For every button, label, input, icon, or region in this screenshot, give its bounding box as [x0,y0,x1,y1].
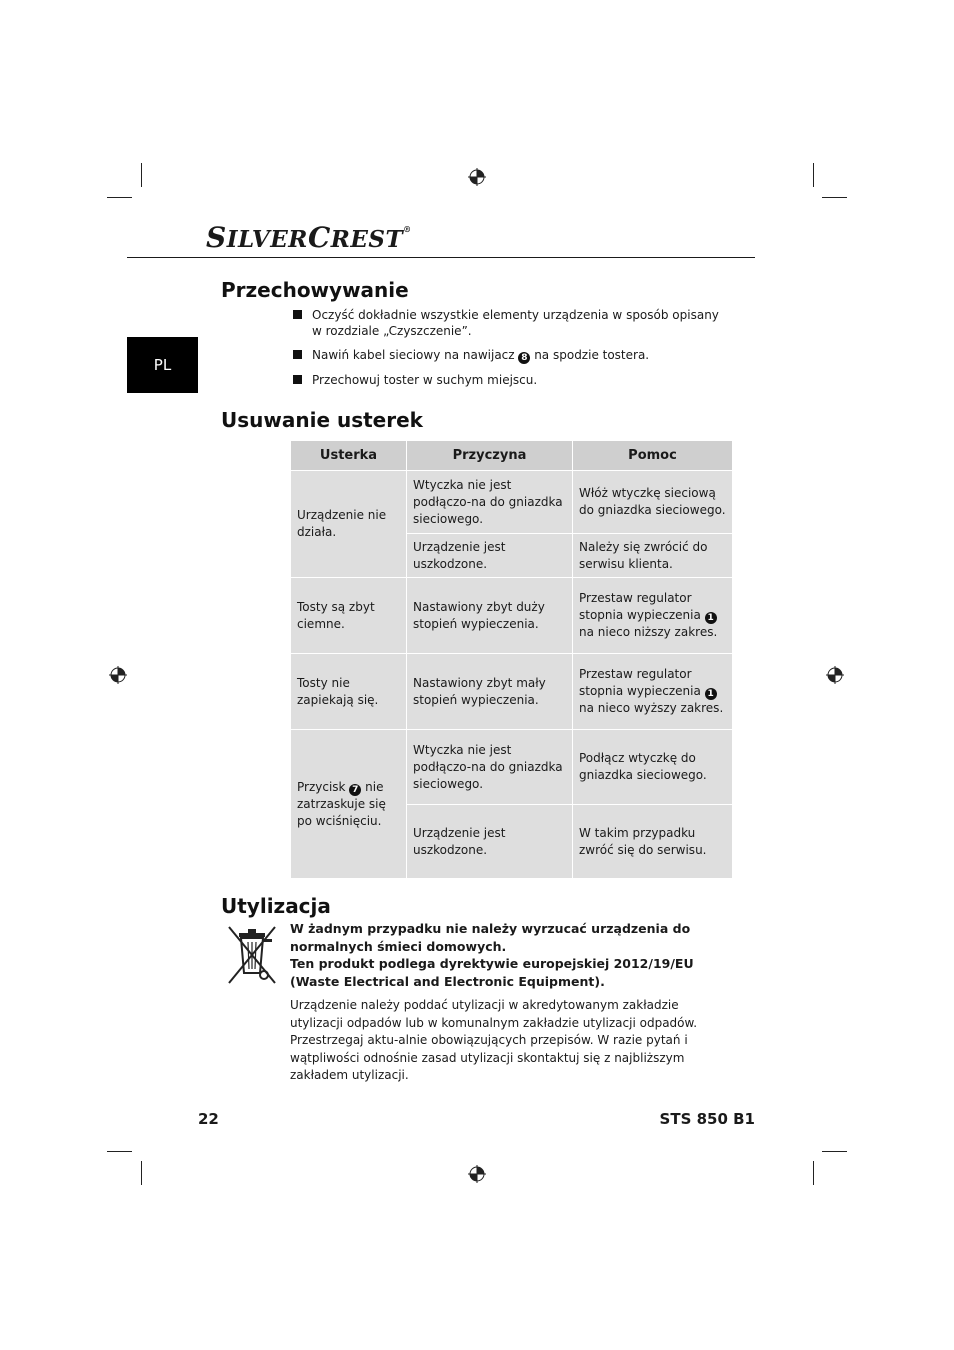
part-number-badge: 1 [705,612,717,624]
crop-mark [822,1151,847,1152]
bullet-text: Oczyść dokładnie wszystkie elementy urządzenia w sposób opisany w rozdziale „Czyszczenie”. [312,308,719,338]
list-item [293,372,723,388]
list-item [293,307,723,339]
table-row [291,654,733,730]
cause-cell: Wtyczka nie jest podłączo-na do gniazdka sieciowego. [407,730,573,805]
language-tab: PL [127,337,198,393]
crop-mark [141,1161,142,1185]
cause-cell: Nastawiony zbyt mały stopień wypieczenia. [407,654,573,730]
crop-mark [822,197,847,198]
table-header-row [291,441,733,471]
page-number: 22 [198,1110,219,1128]
fault-text: nie zatrzaskuje się po wciśnięciu. [297,779,386,828]
remedy-text: Przestaw regulator stopnia wypieczenia [579,667,705,698]
crop-mark [141,163,142,187]
remedy-text: na nieco niższy zakres. [579,625,718,639]
remedy-cell: Podłącz wtyczkę do gniazdka sieciowego. [573,730,733,805]
header-rule [127,257,755,258]
cause-cell: Wtyczka nie jest podłączo-na do gniazdka sieciowego. [407,471,573,534]
part-number-badge: 8 [518,352,530,364]
crossed-out-wheelie-bin-icon [226,923,278,987]
cause-cell: Urządzenie jest uszkodzone. [407,534,573,578]
section-title-storage: Przechowywanie [221,278,409,302]
fault-cell [291,730,407,879]
disposal-warning [290,920,730,990]
remedy-cell [573,578,733,654]
column-header: Przyczyna [407,441,573,471]
part-number-badge: 1 [705,688,717,700]
column-header: Pomoc [573,441,733,471]
model-number: STS 850 B1 [659,1110,755,1128]
disposal-warning-line: W żadnym przypadku nie należy wyrzucać urządzenia do normalnych śmieci domowych. [290,921,691,954]
column-header: Usterka [291,441,407,471]
fault-cell: Urządzenie nie działa. [291,471,407,578]
cause-cell: Nastawiony zbyt duży stopień wypieczenia. [407,578,573,654]
bullet-text: Przechowuj toster w suchym miejscu. [312,373,538,387]
bullet-text: Nawiń kabel sieciowy na nawijacz [312,348,519,362]
registration-mark-icon [109,666,127,684]
disposal-warning-line: Ten produkt podlega dyrektywie europejskiej 2012/19/EU (Waste Electrical and Electronic Equipment). [290,956,694,989]
registration-mark-icon [468,168,486,186]
registration-mark-icon [826,666,844,684]
registration-mark-icon [468,1165,486,1183]
disposal-paragraph: Urządzenie należy poddać utylizacji w akredytowanym zakładzie utylizacji odpadów lub w komunalnym zakładzie utylizacji odpadów. Przestrzegaj aktu-alnie obowiązujących przepisów. W razie pytań i wątpliwości odnośnie zasad utylizacji skontaktuj się z najbliższym zakładem utylizacji. [290,998,698,1082]
remedy-cell: Należy się zwrócić do serwisu klienta. [573,534,733,578]
remedy-text: na nieco wyższy zakres. [579,701,724,715]
crop-mark [813,1161,814,1185]
fault-cell: Tosty nie zapiekają się. [291,654,407,730]
troubleshooting-table [290,440,733,879]
section-title-disposal: Utylizacja [221,894,331,918]
fault-text: Przycisk [297,779,350,794]
fault-cell: Tosty są zbyt ciemne. [291,578,407,654]
remedy-cell: Włóż wtyczkę sieciową do gniazdka sieciowego. [573,471,733,534]
list-item [293,347,723,364]
crop-mark [107,1151,132,1152]
section-title-troubleshooting: Usuwanie usterek [221,408,423,432]
table-row [291,730,733,805]
remedy-cell: W takim przypadku zwróć się do serwisu. [573,805,733,879]
storage-bullet-list [293,307,723,396]
table-row [291,578,733,654]
table-row [291,471,733,534]
crop-mark [107,197,132,198]
brand-logo: SILVERCREST® [206,221,412,254]
remedy-cell [573,654,733,730]
bullet-text: na spodzie tostera. [530,348,650,362]
crop-mark [813,163,814,187]
remedy-text: Przestaw regulator stopnia wypieczenia [579,591,705,622]
cause-cell: Urządzenie jest uszkodzone. [407,805,573,879]
part-number-badge: 7 [349,784,361,796]
